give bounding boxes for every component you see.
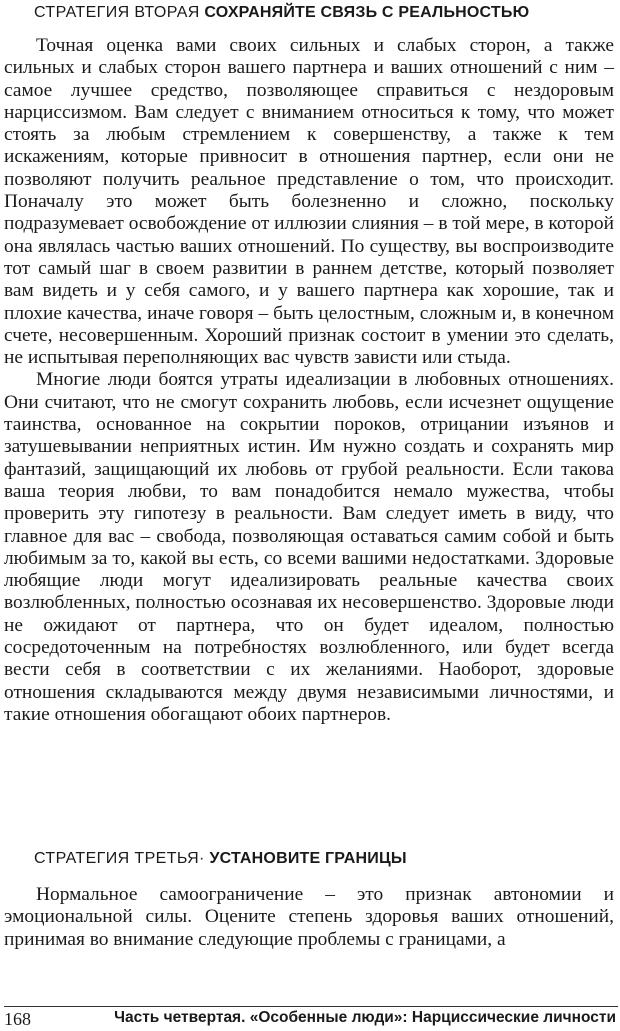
- section-title: УСТАНОВИТЕ ГРАНИЦЫ: [209, 850, 407, 867]
- paragraph: Точная оценка вами своих сильных и слабых сторон, а также сильных и слабых сторон вашего партнера и ваших отношений с ним – самое лучшее средство, позволяющее справиться с нездоровым нарциссизмом. Вам следует с вниманием относиться к тому, что может стоять за любым стремлением к совершенству, а также к тем искажениям, которые привносит в отношения партнер, если они не позволяют получить реальное представление о том, что происходит. Поначалу это может быть болезненно и сложно, поскольку подразумевает освобождение от иллюзии слияния – в той мере, в которой она являлась частью ваших отношений. По существу, вы воспроизводите тот самый шаг в своем развитии в раннем детстве, который позволяет вам видеть и у себя самого, и у вашего партнера как хорошие, так и плохие качества, иначе говоря – быть целостным, сложным и, в конечном счете, несовершенным. Хороший признак состоит в умении это сделать, не испытывая переполняющих вас чувств зависти или стыда.: [4, 35, 614, 369]
- section-kicker: СТРАТЕГИЯ ВТОРАЯ: [34, 4, 200, 21]
- running-footer-title: Часть четвертая. «Особенные люди»: Нарциссические личности: [114, 1009, 616, 1026]
- section-body-strategy-two: [4, 35, 614, 726]
- footer-rule: [4, 1006, 618, 1007]
- page-number: 168: [4, 1009, 31, 1029]
- section-body-strategy-three: [4, 884, 614, 951]
- paragraph: Нормальное самоограничение – это признак автономии и эмоциональной силы. Оцените степень здоровья ваших отношений, принимая во внимание следующие проблемы с границами, а: [4, 884, 614, 950]
- section-heading-strategy-three: [34, 850, 407, 868]
- paragraph: Многие люди боятся утраты идеализации в любовных отношениях. Они считают, что не смогут сохранить любовь, если исчезнет ощущение таинства, основанное на сокрытии пороков, отрицании изъянов и затушевывании неприятных истин. Им нужно создать и сохранять мир фантазий, защищающий их любовь от грубой реальности. Если такова ваша теория любви, то вам понадобится немало мужества, чтобы проверить эту гипотезу в реальности. Вам следует иметь в виду, что главное для вас – свобода, позволяющая оставаться самим собой и быть любимым за то, какой вы есть, со всеми вашими недостатками. Здоровые любящие люди могут идеализировать реальные качества своих возлюбленных, полностью осознавая их несовершенство. Здоровые люди не ожидают от партнера, что он будет идеалом, полностью сосредоточенным на потребностях возлюбленного, или будет всегда вести себя в соответствии с их желаниями. Наоборот, здоровые отношения складываются между двумя независимыми личностями, и такие отношения обогащают обоих партнеров.: [4, 369, 614, 725]
- section-kicker: СТРАТЕГИЯ ТРЕТЬЯ·: [34, 850, 205, 867]
- section-heading-strategy-two: [34, 4, 529, 22]
- section-title: СОХРАНЯЙТЕ СВЯЗЬ С РЕАЛЬНОСТЬЮ: [204, 4, 530, 21]
